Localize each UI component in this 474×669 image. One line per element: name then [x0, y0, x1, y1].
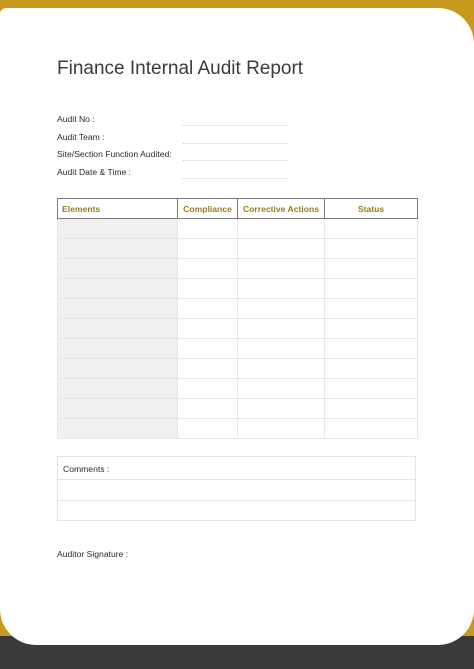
- table-row: [58, 339, 418, 359]
- audit-table-body: [58, 219, 418, 439]
- report-title: Finance Internal Audit Report: [57, 58, 304, 79]
- table-cell-corrective-actions[interactable]: [238, 279, 325, 299]
- audit-date-time-label: Audit Date & Time :: [57, 166, 132, 177]
- table-cell-corrective-actions[interactable]: [238, 219, 325, 239]
- table-cell-compliance[interactable]: [178, 319, 238, 339]
- table-row: [58, 279, 418, 299]
- table-cell-status[interactable]: [325, 219, 418, 239]
- audit-table: [57, 198, 418, 439]
- table-cell-elements[interactable]: [58, 239, 178, 259]
- table-cell-compliance[interactable]: [178, 359, 238, 379]
- table-cell-status[interactable]: [325, 279, 418, 299]
- comments-divider: [58, 500, 415, 501]
- table-cell-status[interactable]: [325, 399, 418, 419]
- table-row: [58, 299, 418, 319]
- table-cell-corrective-actions[interactable]: [238, 319, 325, 339]
- table-row: [58, 399, 418, 419]
- table-cell-compliance[interactable]: [178, 419, 238, 439]
- table-cell-compliance[interactable]: [178, 219, 238, 239]
- report-sheet: [0, 8, 474, 645]
- table-cell-elements[interactable]: [58, 319, 178, 339]
- table-cell-compliance[interactable]: [178, 399, 238, 419]
- audit-team-label: Audit Team :: [57, 131, 105, 142]
- table-cell-status[interactable]: [325, 239, 418, 259]
- table-row: [58, 359, 418, 379]
- table-cell-compliance[interactable]: [178, 379, 238, 399]
- table-cell-elements[interactable]: [58, 399, 178, 419]
- audit-team-row: [57, 132, 297, 150]
- table-cell-elements[interactable]: [58, 299, 178, 319]
- table-cell-status[interactable]: [325, 359, 418, 379]
- table-row: [58, 379, 418, 399]
- table-cell-corrective-actions[interactable]: [238, 239, 325, 259]
- column-header-compliance: Compliance: [178, 199, 238, 219]
- audit-team-field[interactable]: [183, 143, 287, 144]
- table-cell-corrective-actions[interactable]: [238, 379, 325, 399]
- table-cell-compliance[interactable]: [178, 339, 238, 359]
- table-cell-corrective-actions[interactable]: [238, 399, 325, 419]
- table-cell-compliance[interactable]: [178, 239, 238, 259]
- audit-info-section: [57, 114, 297, 184]
- table-cell-corrective-actions[interactable]: [238, 299, 325, 319]
- table-cell-status[interactable]: [325, 379, 418, 399]
- site-section-label: Site/Section Function Audited:: [57, 149, 172, 159]
- table-row: [58, 219, 418, 239]
- column-header-corrective-actions: Corrective Actions: [238, 199, 325, 219]
- table-cell-status[interactable]: [325, 299, 418, 319]
- table-row: [58, 239, 418, 259]
- table-cell-elements[interactable]: [58, 379, 178, 399]
- table-cell-corrective-actions[interactable]: [238, 359, 325, 379]
- column-header-status: Status: [325, 199, 418, 219]
- table-cell-corrective-actions[interactable]: [238, 419, 325, 439]
- table-cell-elements[interactable]: [58, 359, 178, 379]
- table-cell-compliance[interactable]: [178, 279, 238, 299]
- site-section-field[interactable]: [183, 160, 287, 161]
- audit-no-label: Audit No :: [57, 114, 95, 124]
- audit-date-time-field[interactable]: [183, 178, 287, 179]
- audit-no-field[interactable]: [183, 125, 287, 126]
- table-cell-status[interactable]: [325, 259, 418, 279]
- table-row: [58, 319, 418, 339]
- table-row: [58, 419, 418, 439]
- table-cell-elements[interactable]: [58, 339, 178, 359]
- table-header-row: [58, 199, 418, 219]
- column-header-elements: Elements: [58, 199, 178, 219]
- table-cell-elements[interactable]: [58, 279, 178, 299]
- comments-box[interactable]: [57, 456, 416, 521]
- table-cell-status[interactable]: [325, 419, 418, 439]
- table-cell-elements[interactable]: [58, 219, 178, 239]
- table-cell-compliance[interactable]: [178, 299, 238, 319]
- site-section-row: [57, 149, 297, 167]
- audit-no-row: [57, 114, 297, 132]
- table-cell-compliance[interactable]: [178, 259, 238, 279]
- table-cell-corrective-actions[interactable]: [238, 259, 325, 279]
- table-cell-status[interactable]: [325, 319, 418, 339]
- audit-date-time-row: [57, 167, 297, 185]
- comments-label: Comments :: [63, 464, 110, 474]
- comments-divider: [58, 479, 415, 480]
- table-row: [58, 259, 418, 279]
- table-cell-status[interactable]: [325, 339, 418, 359]
- auditor-signature-label: Auditor Signature :: [57, 549, 129, 559]
- table-cell-corrective-actions[interactable]: [238, 339, 325, 359]
- table-cell-elements[interactable]: [58, 419, 178, 439]
- table-cell-elements[interactable]: [58, 259, 178, 279]
